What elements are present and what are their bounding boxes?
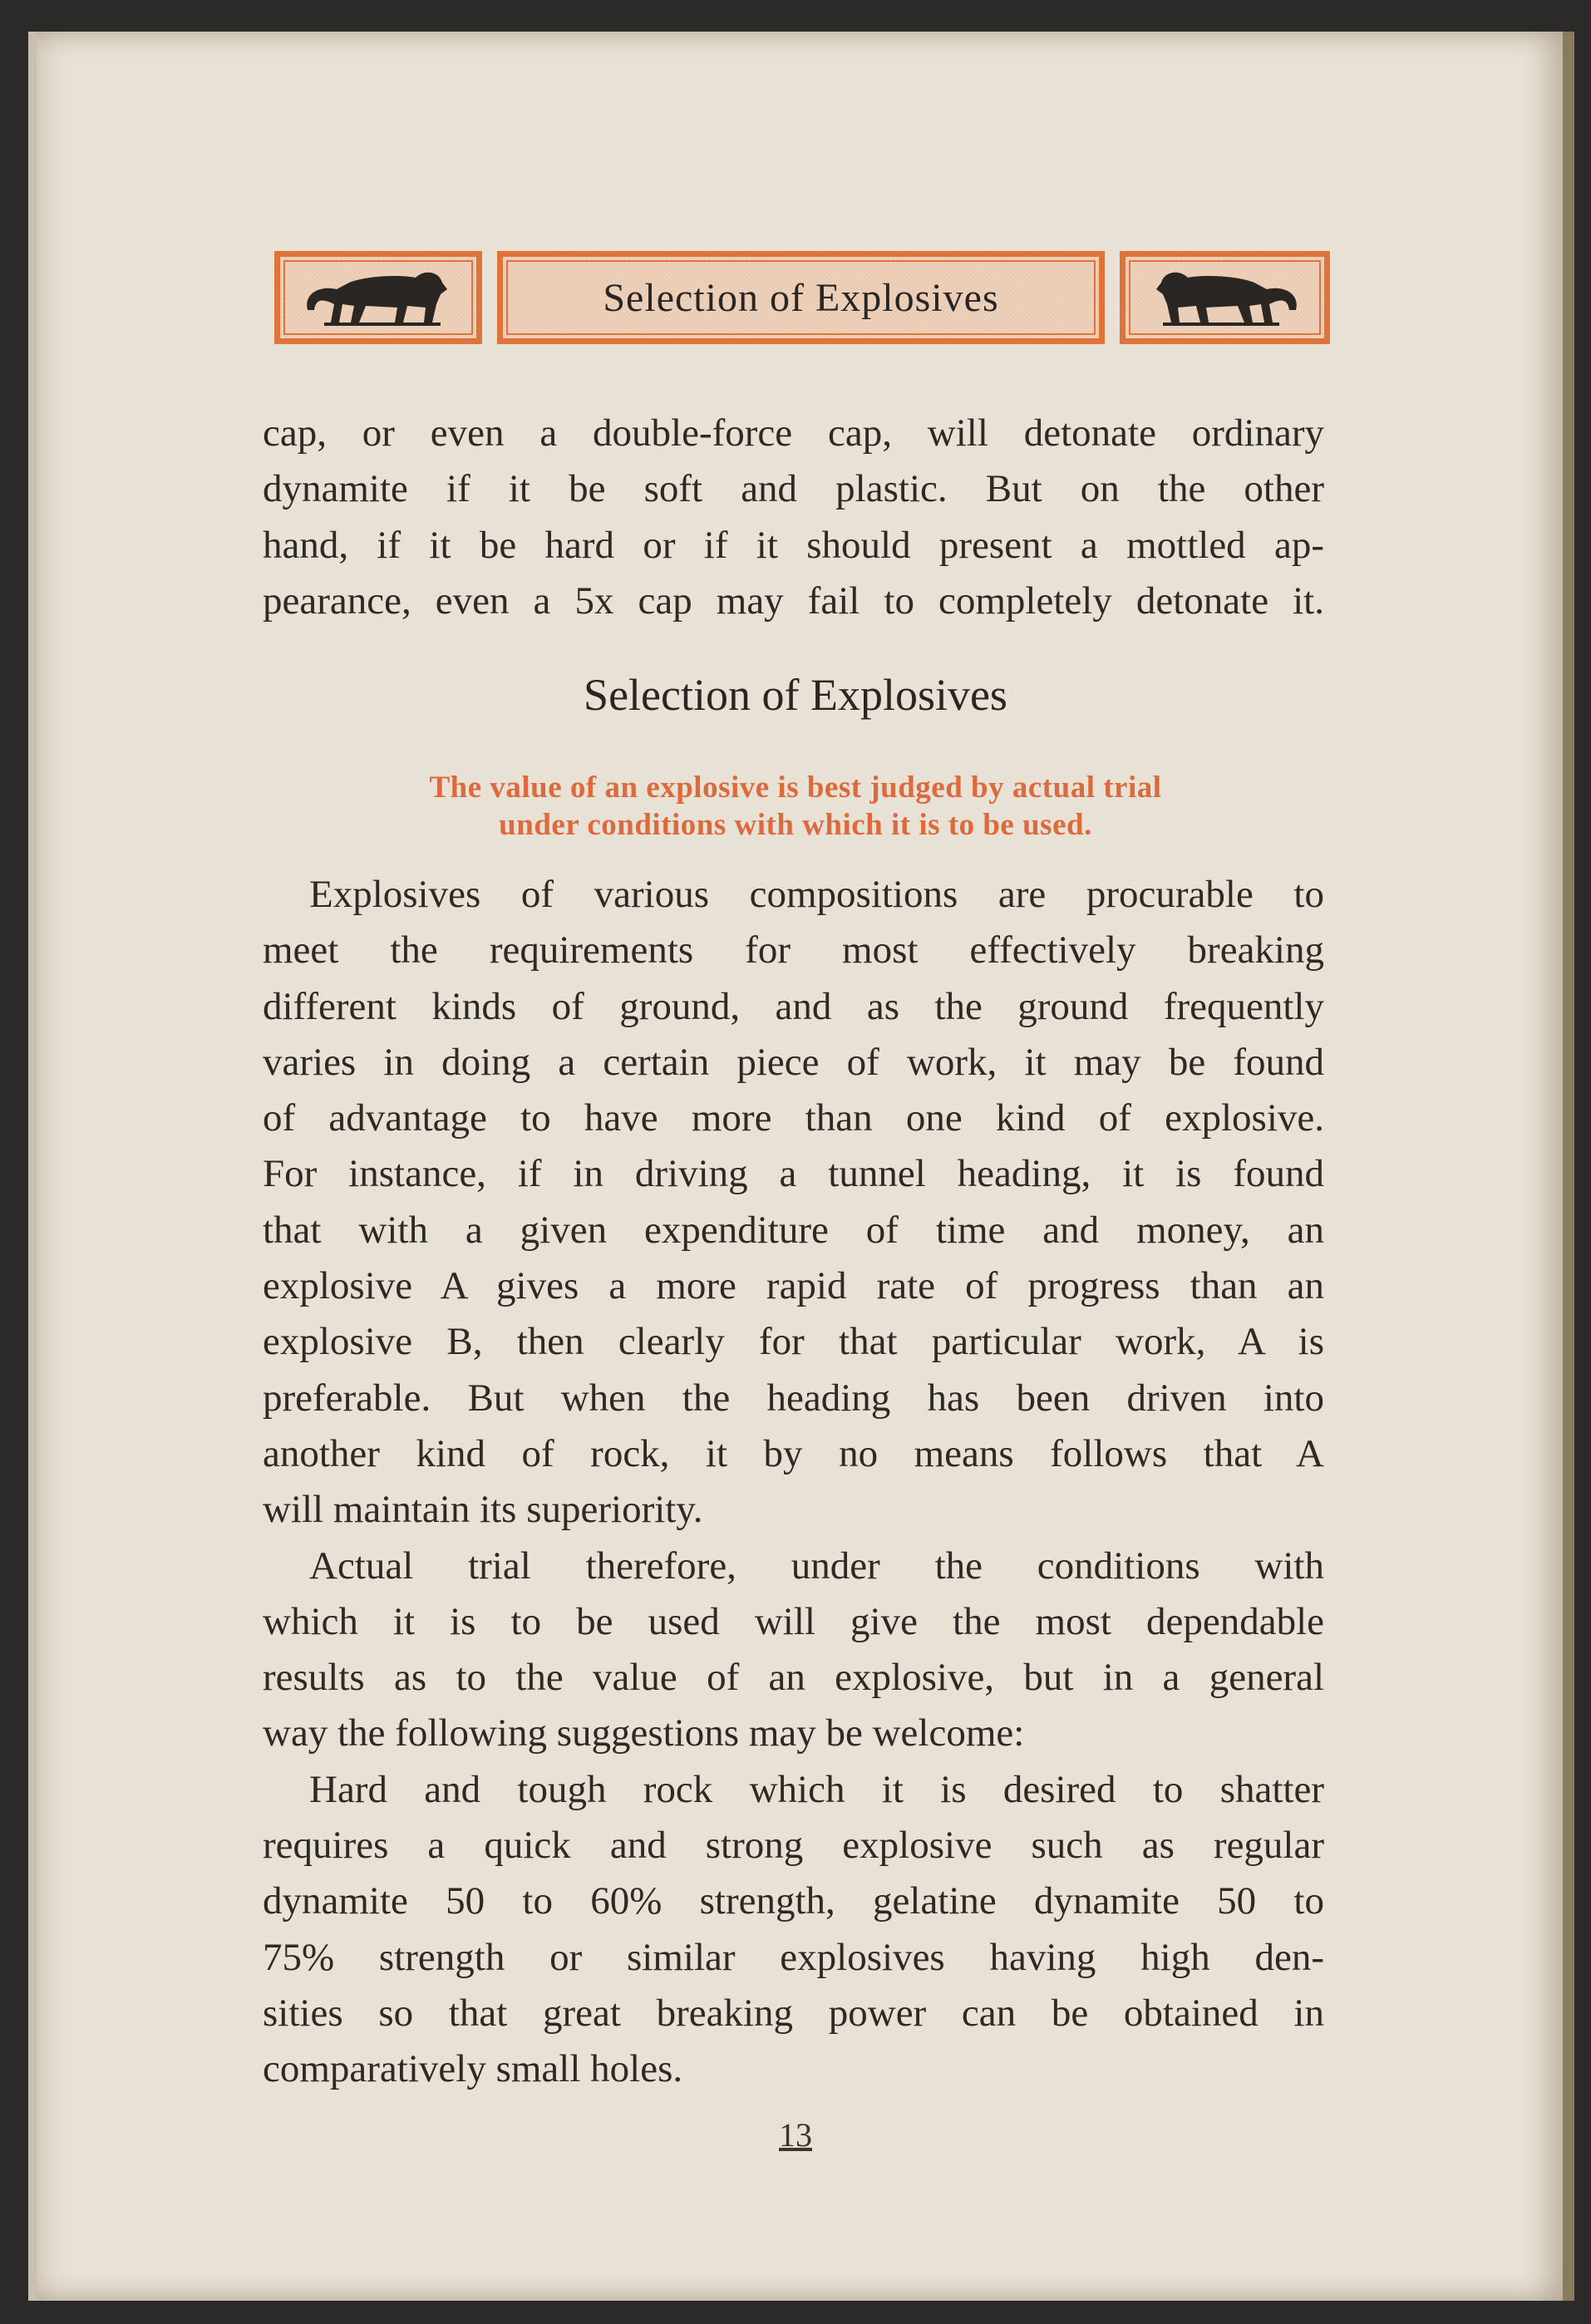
section-heading: Selection of Explosives xyxy=(584,670,1007,720)
text-line: which it is to be used will give the most dependable xyxy=(263,1599,1324,1643)
section-subheading xyxy=(0,769,1591,844)
text-line: Hard and tough rock which it is desired to shatter xyxy=(309,1767,1324,1811)
subheading-line: The value of an explosive is best judged by actual trial xyxy=(429,771,1162,805)
text-line: explosive B, then clearly for that particular work, A is xyxy=(263,1320,1324,1364)
text-line: explosive A gives a more rapid rate of progress than an xyxy=(263,1264,1324,1308)
text-line: dynamite if it be soft and plastic. But on the other xyxy=(263,467,1324,511)
text-line: meet the requirements for most effectively breaking xyxy=(263,928,1324,972)
text-line: sities so that great breaking power can be obtained in xyxy=(263,1991,1324,2035)
text-line: cap, or even a double-force cap, will detonate ordinary xyxy=(263,411,1324,455)
text-line: of advantage to have more than one kind of explosive. xyxy=(263,1096,1324,1140)
text-line: pearance, even a 5x cap may fail to completely detonate it. xyxy=(263,579,1324,623)
banner-right-box xyxy=(1120,251,1330,344)
text-line: Actual trial therefore, under the conditions with xyxy=(309,1544,1324,1588)
banner-left-box xyxy=(274,251,482,344)
text-line: that with a given expenditure of time and money, an xyxy=(263,1208,1324,1252)
text-line: preferable. But when the heading has been driven into xyxy=(263,1376,1324,1420)
text-line: dynamite 50 to 60% strength, gelatine dynamite 50 to xyxy=(263,1879,1324,1923)
lion-icon xyxy=(1146,264,1304,331)
text-line: results as to the value of an explosive, but in a general xyxy=(263,1656,1324,1700)
text-line: 75% strength or similar explosives having high den- xyxy=(263,1935,1324,1979)
banner-title-box xyxy=(497,251,1105,344)
text-line: Explosives of various compositions are procurable to xyxy=(309,873,1324,916)
page-gutter xyxy=(28,32,37,2301)
banner-title: Selection of Explosives xyxy=(603,275,999,320)
text-line: way the following suggestions may be welcome: xyxy=(263,1711,1025,1755)
text-line: another kind of rock, it by no means follows that A xyxy=(263,1431,1324,1475)
page-number: 13 xyxy=(779,2116,812,2154)
intro-paragraph xyxy=(263,406,1324,629)
body-paragraph-1 xyxy=(263,867,1324,2098)
text-line: comparatively small holes. xyxy=(263,2047,683,2091)
text-line: varies in doing a certain piece of work, it may be found xyxy=(263,1040,1324,1084)
lion-icon xyxy=(299,264,457,331)
text-line: will maintain its superiority. xyxy=(263,1488,703,1532)
text-line: For instance, if in driving a tunnel heading, it is found xyxy=(263,1152,1324,1196)
text-line: different kinds of ground, and as the ground frequently xyxy=(263,984,1324,1028)
text-line: requires a quick and strong explosive such as regular xyxy=(263,1824,1324,1868)
text-line: hand, if it be hard or if it should present a mottled ap- xyxy=(263,523,1324,567)
subheading-line: under conditions with which it is to be used. xyxy=(499,808,1092,842)
